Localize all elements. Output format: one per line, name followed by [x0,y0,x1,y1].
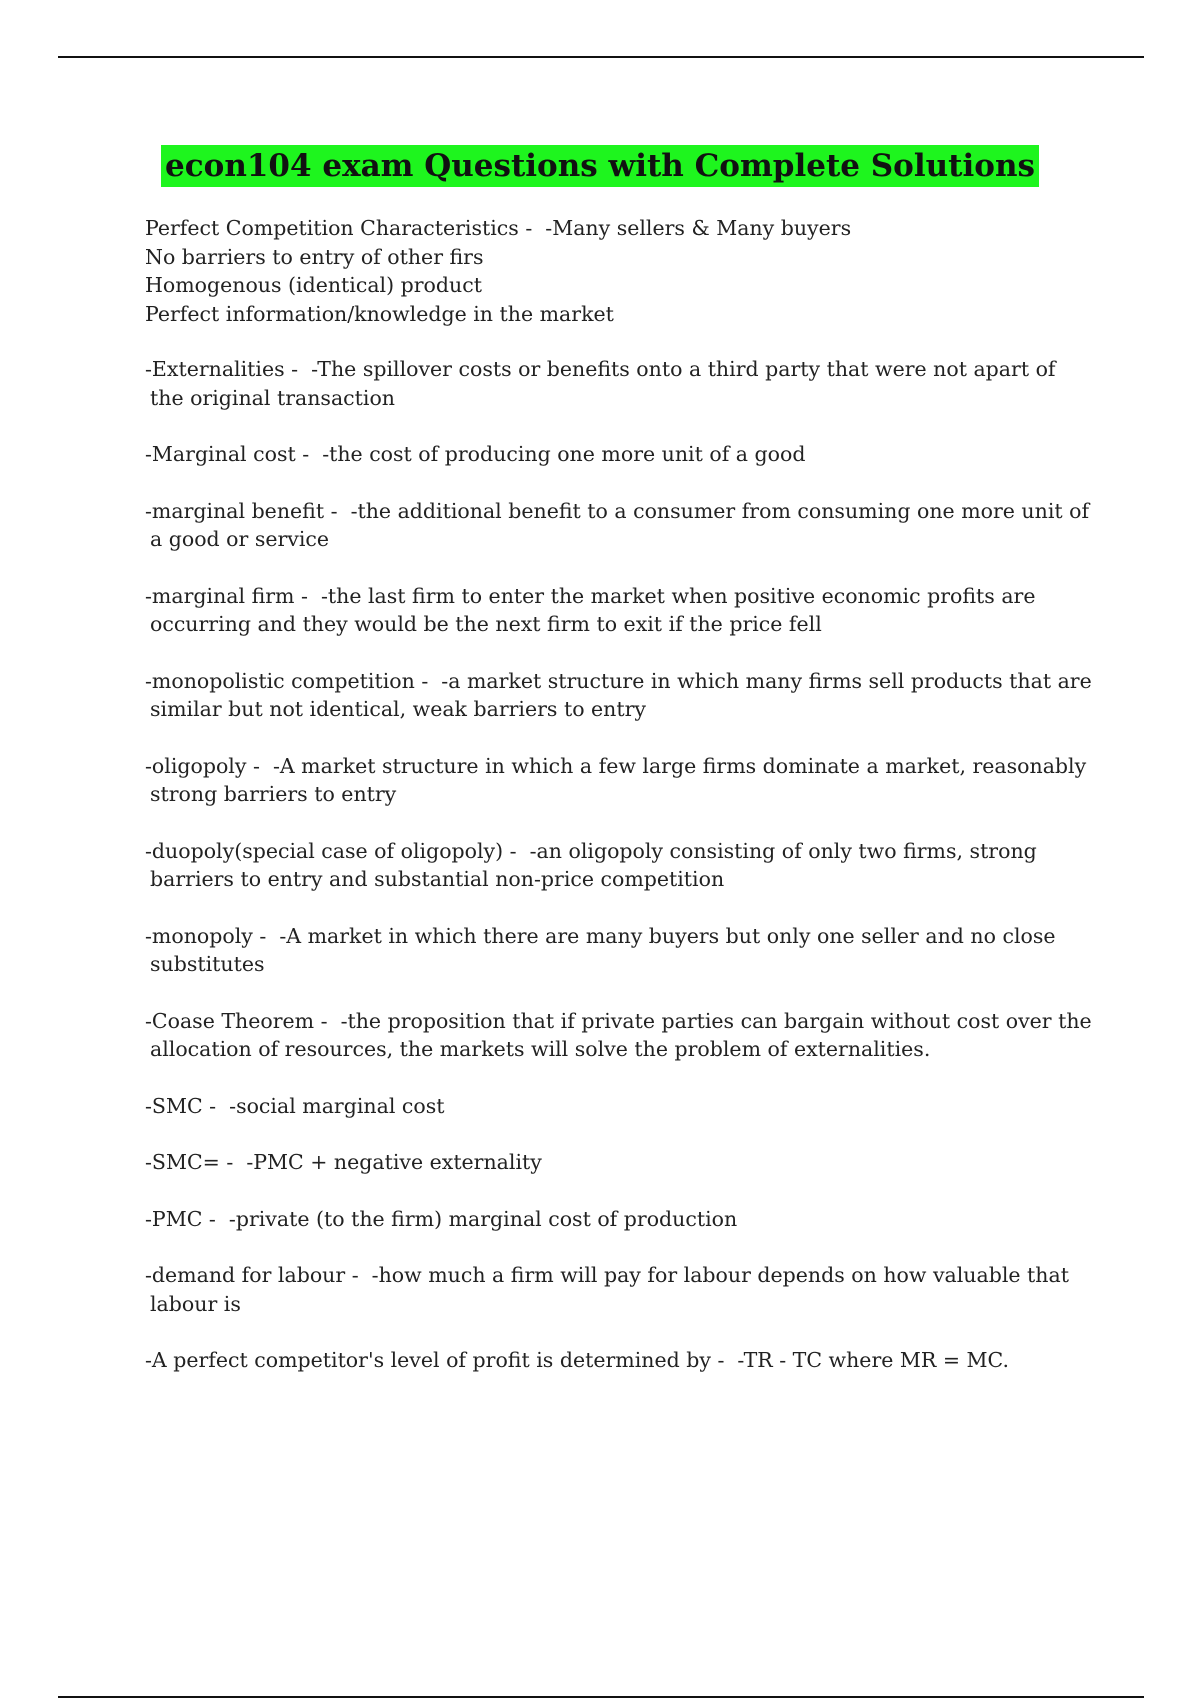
entry-monopolistic-competition: -monopolistic competition - -a market structure in which many firms sell products that are similar but not identical, weak barriers to entry [145,668,1092,721]
top-rule [58,56,1144,58]
entry-term: -duopoly(special case of oligopoly) [145,838,504,863]
intro-block [145,214,1095,328]
entry-definition: -an oligopoly consisting of only two firms, strong barriers to entry and substantial non-price competition [150,838,1037,891]
entry-term: -PMC [145,1206,203,1231]
entry-smc: -SMC - -social marginal cost [145,1093,445,1118]
entry-term: -Externalities [145,357,285,381]
entry-definition: -A market in which there are many buyers but only one seller and no close substitutes [150,923,1056,976]
intro-definition: -Many sellers & Many buyers [545,216,852,240]
entry-smc-equals: -SMC= - -PMC + negative externality [145,1150,542,1174]
entry-term: -demand for labour [145,1263,346,1287]
entry-definition: -PMC + negative externality [246,1150,542,1174]
entry-definition: -a market structure in which many firms sell products that are similar but not identical, weak barriers to entry [150,668,1092,721]
entry-monopoly: -monopoly - -A market in which there are many buyers but only one seller and no close substitutes [145,923,1056,976]
intro-line: Perfect information/knowledge in the market [145,301,614,326]
entry-term: -SMC= [145,1150,220,1174]
entry-externalities: -Externalities - -The spillover costs or benefits onto a third party that were not apart of the original transaction [145,357,1056,410]
entry-oligopoly: -oligopoly - -A market structure in which a few large firms dominate a market, reasonably strong barriers to entry [145,753,1087,806]
bottom-rule [58,1696,1144,1698]
entry-term: -monopolistic competition [145,668,415,693]
entry-term: -Marginal cost [145,442,296,466]
entry-term: -A perfect competitor's level of profit is determined by [145,1348,711,1372]
entry-definition: -The spillover costs or benefits onto a third party that were not apart of the original transaction [150,357,1056,410]
entry-term: -SMC [145,1093,203,1118]
entry-coase-theorem: -Coase Theorem - -the proposition that if private parties can bargain without cost over the allocation of resources, the markets will solve the problem of externalities. [145,1008,1092,1061]
entry-term: -monopoly [145,923,253,948]
intro-term: Perfect Competition Characteristics [145,216,519,240]
entry-perfect-competitor-profit: -A perfect competitor's level of profit is determined by - -TR - TC where MR = MC. [145,1348,1009,1372]
entry-definition: -TR - TC where MR = MC. [737,1348,1009,1372]
entry-term: -Coase Theorem [145,1008,315,1033]
entry-pmc: -PMC - -private (to the firm) marginal cost of production [145,1206,738,1231]
entry-definition: -the additional benefit to a consumer from consuming one more unit of a good or service [150,498,1090,551]
entry-term: -oligopoly [145,753,247,778]
entry-marginal-cost: -Marginal cost - -the cost of producing one more unit of a good [145,442,806,466]
document-title: econ104 exam Questions with Complete Solutions [161,145,1039,187]
entry-term: -marginal benefit [145,498,325,523]
entry-marginal-benefit: -marginal benefit - -the additional benefit to a consumer from consuming one more unit of a good or service [145,498,1090,551]
entry-demand-for-labour: -demand for labour - -how much a firm will pay for labour depends on how valuable that labour is [145,1263,1069,1316]
entry-definition: -the proposition that if private parties can bargain without cost over the allocation of resources, the markets will solve the problem of externalities. [150,1008,1092,1061]
entry-definition: -A market structure in which a few large firms dominate a market, reasonably strong barriers to entry [150,753,1087,806]
intro-line: Homogenous (identical) product [145,273,482,297]
entry-definition: -how much a firm will pay for labour depends on how valuable that labour is [150,1263,1069,1316]
intro-first-line: Perfect Competition Characteristics - -Many sellers & Many buyers [145,216,852,240]
entry-definition: -private (to the firm) marginal cost of production [228,1206,738,1231]
entry-term: -marginal firm [145,583,295,608]
intro-line: No barriers to entry of other firs [145,244,484,269]
document-body [145,214,1095,1375]
entry-duopoly: -duopoly(special case of oligopoly) - -an oligopoly consisting of only two firms, strong barriers to entry and substantial non-price competition [145,838,1037,891]
entry-definition: -the last firm to enter the market when positive economic profits are occurring and they would be the next firm to exit if the price fell [150,583,1036,636]
entry-marginal-firm: -marginal firm - -the last firm to enter the market when positive economic profits are occurring and they would be the next firm to exit if the price fell [145,583,1036,636]
entry-definition: -social marginal cost [229,1093,445,1118]
title-container [0,145,1200,187]
entry-definition: -the cost of producing one more unit of a good [322,442,806,466]
